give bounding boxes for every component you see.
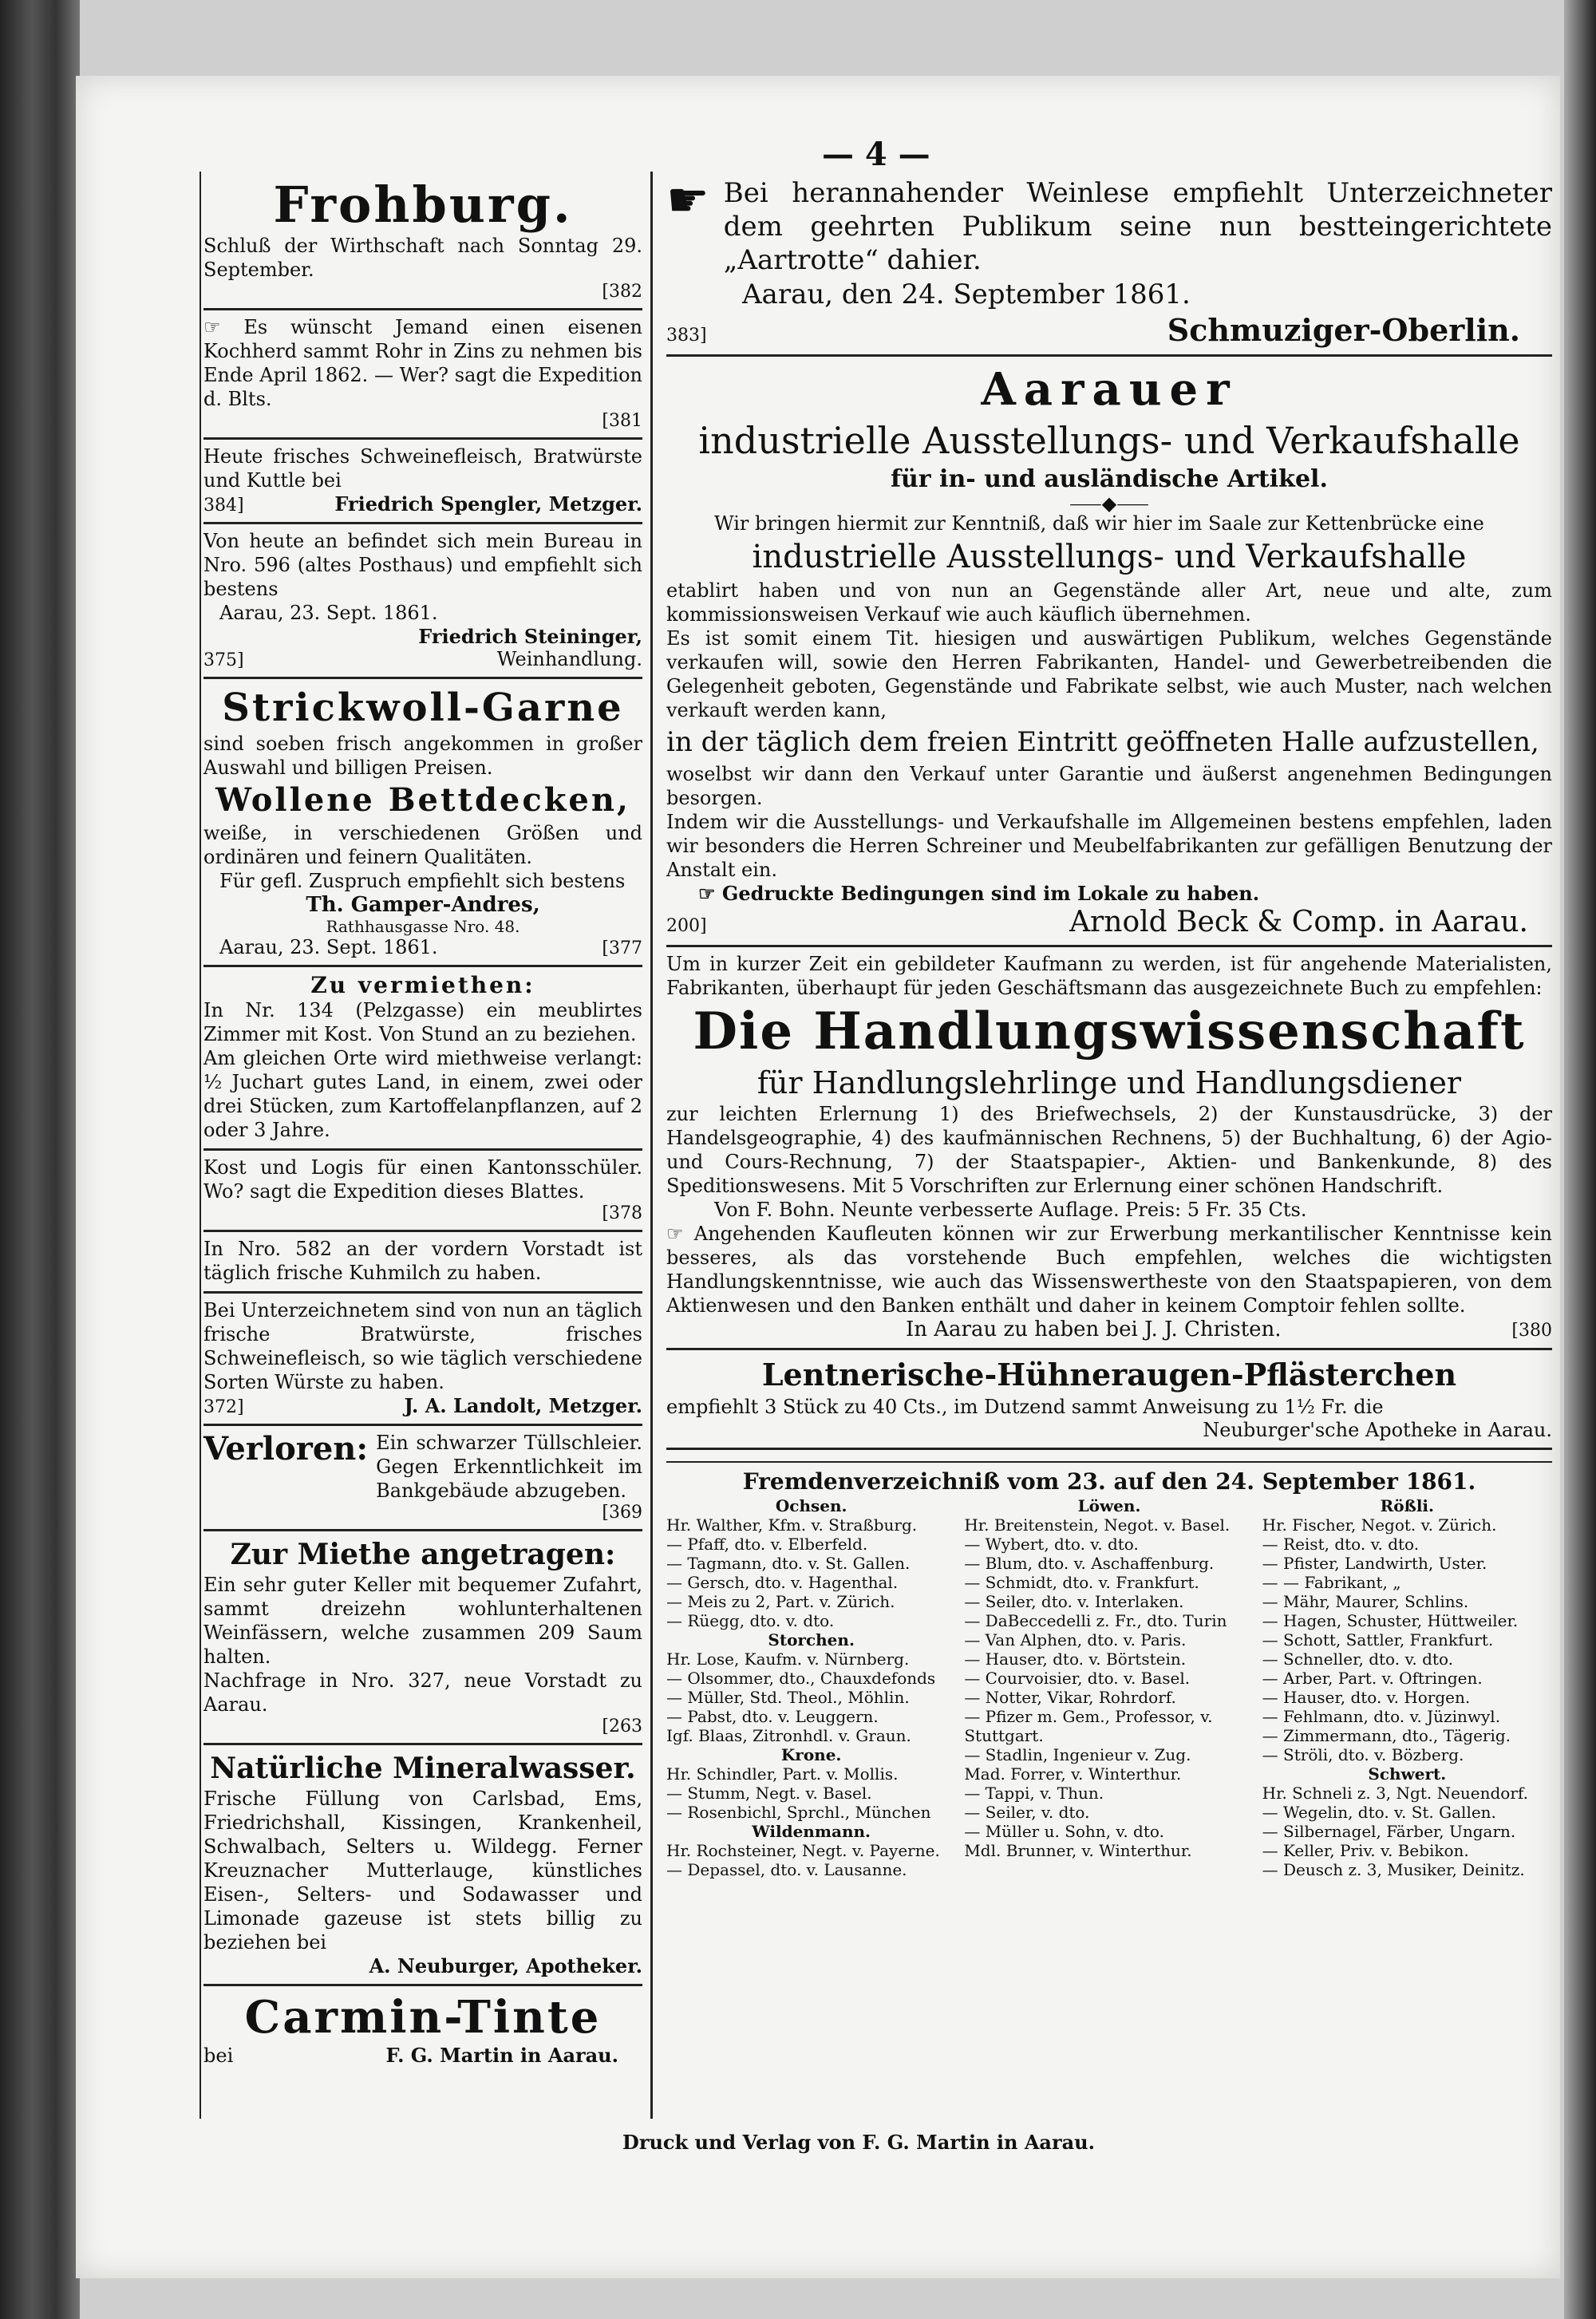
ad-signature: J. A. Landolt, Metzger.	[404, 1394, 642, 1417]
fremden-entry: — Notter, Vikar, Rohrdorf.	[964, 1688, 1176, 1707]
ad-kuhmilch	[203, 1232, 642, 1294]
fremden-hotel-heading: Storchen.	[768, 1630, 855, 1649]
fremden-entry: — Ströli, dto. v. Bözberg.	[1262, 1745, 1464, 1764]
page-edge	[1564, 0, 1596, 2319]
fremden-entry: — Schneller, dto. v. dto.	[1262, 1649, 1453, 1669]
ad-number: 375]	[203, 650, 244, 670]
fremden-entry: — Zimmermann, dto., Tägerig.	[1262, 1726, 1511, 1745]
ad-text: In Nro. 582 an der vordern Vorstadt ist täglich frische Kuhmilch zu haben.	[203, 1238, 642, 1284]
book-spine	[0, 0, 80, 2319]
fremden-column	[1262, 1496, 1552, 1879]
ad-title: Zu vermiethen:	[310, 972, 535, 998]
fremden-entry: — Tagmann, dto. v. St. Gallen.	[666, 1554, 911, 1573]
ad-number: 200]	[666, 916, 707, 936]
fremden-entry: — Hagen, Schuster, Hüttweiler.	[1262, 1611, 1519, 1630]
ad-subtitle: Wollene Bettdecken,	[215, 781, 630, 819]
fremden-entry: — Olsommer, dto., Chauxdefonds	[666, 1669, 936, 1688]
ad-number: [377	[602, 938, 642, 958]
ad-lentner	[666, 1350, 1552, 1450]
ad-text: Für gefl. Zuspruch empfiehlt sich bestens	[219, 870, 626, 892]
fremden-entry: — Meis zu 2, Part. v. Zürich.	[666, 1592, 895, 1611]
fremden-entry: — Mähr, Maurer, Schlins.	[1262, 1592, 1469, 1611]
ad-text: Ein sehr guter Keller mit bequemer Zufahrt, sammt dreizehn wohlunterhaltenen Weinfässern, welche zusammen 209 Saum halten.	[203, 1574, 642, 1668]
ad-text: ☞ Gedruckte Bedingungen sind im Lokale zu haben.	[698, 882, 1260, 905]
ad-subheading: in der täglich dem freien Eintritt geöffneten Halle aufzustellen,	[666, 726, 1539, 758]
fremden-hotel-heading: Wildenmann.	[752, 1822, 871, 1841]
fremdenverzeichnis	[666, 1450, 1552, 1879]
ad-number: 384]	[203, 496, 244, 516]
fremden-entry: — Gersch, dto. v. Hagenthal.	[666, 1573, 899, 1592]
ad-address: Rathhausgasse Nro. 48.	[326, 917, 520, 936]
fremden-entry: Hr. Rochsteiner, Negt. v. Payerne.	[666, 1841, 940, 1860]
ad-verkaufshalle	[666, 357, 1552, 947]
fremden-column	[666, 1496, 956, 1879]
ad-text: Heute frisches Schweinefleisch, Bratwürste und Kuttle bei	[203, 445, 642, 492]
ad-spengler	[203, 440, 642, 524]
fremden-entry: — Müller u. Sohn, v. dto.	[964, 1822, 1164, 1841]
ad-title: Zur Miethe angetragen:	[230, 1538, 616, 1571]
ad-number: 383]	[666, 326, 707, 346]
fremden-entry: — Fehlmann, dto. v. Jüzinwyl.	[1262, 1707, 1501, 1726]
fremden-entry: Hr. Schindler, Part. v. Mollis.	[666, 1764, 899, 1784]
ad-number: 372]	[203, 1397, 244, 1417]
fremden-entry: — Pfister, Landwirth, Uster.	[1262, 1554, 1487, 1573]
fremden-entry: — Pfizer m. Gem., Professor, v. Stuttgart.	[964, 1707, 1213, 1745]
right-column	[666, 172, 1552, 1879]
ad-text: Nachfrage in Nro. 327, neue Vorstadt zu Aarau.	[203, 1669, 642, 1716]
fremden-title: Fremdenverzeichniß vom 23. auf den 24. September 1861.	[742, 1468, 1476, 1495]
fremden-entry: Hr. Fischer, Negot. v. Zürich.	[1262, 1515, 1497, 1535]
ad-weinlese	[666, 172, 1552, 357]
ad-number: [382	[602, 282, 642, 302]
fremden-entry: Hr. Lose, Kaufm. v. Nürnberg.	[666, 1649, 910, 1669]
ad-text: sind soeben frisch angekommen in großer Auswahl und billigen Preisen.	[203, 733, 642, 779]
fremden-entry: — Seiler, dto. v. Interlaken.	[964, 1592, 1184, 1611]
ad-text: Es ist somit einem Tit. hiesigen und auswärtigen Publikum, welches Gegenstände verkaufen will, sowie den Herren Fabrikanten, Handel- und Gewerbetreibenden die Gelegenheit geboten, Gegenstände und Fabrikate selbst, wie auch Muster, nach welchen verkauft werden kann,	[666, 627, 1552, 721]
fremden-entry: — Deusch z. 3, Musiker, Deinitz.	[1262, 1860, 1525, 1879]
fremden-entry: — Hauser, dto. v. Horgen.	[1262, 1688, 1471, 1707]
fremden-entry: — Stumm, Negt. v. Basel.	[666, 1784, 872, 1803]
left-column	[203, 172, 642, 2073]
imprint-footer: Druck und Verlag von F. G. Martin in Aarau.	[622, 2131, 1095, 2154]
ad-vermiethen	[203, 967, 642, 1151]
ad-title: Aarauer	[981, 363, 1238, 416]
fremden-hotel-heading: Ochsen.	[775, 1496, 847, 1515]
fremden-entry: — Seiler, v. dto.	[964, 1803, 1090, 1822]
fremden-entry: — Reist, dto. v. dto.	[1262, 1535, 1420, 1554]
divider	[666, 1461, 1552, 1463]
fremden-entry: — Müller, Std. Theol., Möhlin.	[666, 1688, 910, 1707]
ad-text: Wir bringen hiermit zur Kenntniß, daß wir hier im Saale zur Kettenbrücke eine	[714, 512, 1484, 535]
fremden-hotel-heading: Rößli.	[1380, 1496, 1434, 1515]
fremden-entry: — Stadlin, Ingenieur v. Zug.	[964, 1745, 1191, 1764]
ad-text: Bei Unterzeichnetem sind von nun an täglich frische Bratwürste, frisches Schweinefleisch, so wie täglich verschiedene Sorten Würste zu haben.	[203, 1299, 642, 1393]
fremden-entry: — DaBeccedelli z. Fr., dto. Turin	[964, 1611, 1227, 1630]
fremden-entry: — Pfaff, dto. v. Elberfeld.	[666, 1535, 868, 1554]
ad-place: Aarau, 23. Sept. 1861.	[219, 936, 438, 958]
column-border-left	[200, 172, 201, 2119]
ad-place: Aarau, 23. Sept. 1861.	[219, 602, 438, 624]
ad-signature: Arnold Beck & Comp. in Aarau.	[1069, 906, 1528, 938]
fremden-entry: — Hauser, dto. v. Börtstein.	[964, 1649, 1187, 1669]
ad-steininger	[203, 524, 642, 679]
page-number: — 4 —	[822, 136, 930, 173]
ad-signature: A. Neuburger, Apotheker.	[369, 1954, 642, 1977]
fremden-hotel-heading: Löwen.	[1077, 1496, 1141, 1515]
ad-title: Natürliche Mineralwasser.	[210, 1752, 636, 1785]
ad-number: [369	[602, 1503, 642, 1523]
fremden-hotel-heading: Krone.	[780, 1745, 842, 1764]
fremden-entry: — Silbernagel, Färber, Ungarn.	[1262, 1822, 1516, 1841]
fremden-entry: — Keller, Priv. v. Bebikon.	[1262, 1841, 1469, 1860]
fremden-entry: — — Fabrikant, „	[1262, 1573, 1401, 1592]
fremden-column	[964, 1496, 1254, 1879]
fremden-entry: — Tappi, v. Thun.	[964, 1784, 1104, 1803]
fremden-entry: Hr. Schneli z. 3, Ngt. Neuendorf.	[1262, 1784, 1528, 1803]
fremden-entry: — Pabst, dto. v. Leuggern.	[666, 1707, 879, 1726]
fremden-entry: Igf. Blaas, Zitronhdl. v. Graun.	[666, 1726, 911, 1745]
ad-verloren	[203, 1426, 642, 1531]
fremden-entry: — Wybert, dto. v. dto.	[964, 1535, 1139, 1554]
fremden-entry: — Arber, Part. v. Oftringen.	[1262, 1669, 1483, 1688]
fremden-entry: — Depassel, dto. v. Lausanne.	[666, 1860, 907, 1879]
ad-carmin	[203, 1986, 642, 2073]
column-divider	[650, 172, 653, 2119]
ad-text: woselbst wir dann den Verkauf unter Garantie und äußerst angenehmen Bedingungen besorgen.	[666, 763, 1552, 809]
ad-text: Kost und Logis für einen Kantonsschüler. Wo? sagt die Expedition dieses Blattes.	[203, 1156, 642, 1203]
fremden-entry: Hr. Breitenstein, Negot. v. Basel.	[964, 1515, 1231, 1535]
fremden-entry: — Blum, dto. v. Aschaffenburg.	[964, 1554, 1215, 1573]
ad-number: [381	[602, 411, 642, 431]
fremden-entry: — Schmidt, dto. v. Frankfurt.	[964, 1573, 1199, 1592]
fremden-columns	[666, 1496, 1552, 1879]
ad-title: Strickwoll-Garne	[222, 685, 624, 730]
ornament-divider: ⸺◆⸺	[1069, 492, 1149, 515]
ad-frohburg	[203, 172, 642, 310]
ad-text: Ein schwarzer Tüllschleier. Gegen Erkenntlichkeit im Bankgebäude abzugeben.	[376, 1432, 642, 1502]
ad-number: [263	[602, 1717, 642, 1736]
ad-title: Carmin-Tinte	[244, 1991, 602, 2044]
ad-title: Verloren:	[203, 1430, 369, 1468]
ad-text: ☞ Es wünscht Jemand einen eisenen Kochherd sammt Rohr in Zins zu nehmen bis Ende April 1862. — Wer? sagt die Expedition d. Blts.	[203, 316, 642, 410]
ad-signature: Neuburger'sche Apotheke in Aarau.	[1203, 1419, 1552, 1441]
ad-number: [380	[1511, 1321, 1552, 1341]
ad-text: Schluß der Wirthschaft nach Sonntag 29. September.	[203, 235, 642, 281]
ad-miethe	[203, 1531, 642, 1745]
ad-text: etablirt haben und von nun an Gegenstände aller Art, neue und alte, zum kommissionsweisen Verkauf wie auch käuflich übernehmen.	[666, 579, 1552, 626]
ad-signature: F. G. Martin in Aarau.	[385, 2044, 618, 2067]
fremden-entry: — Rüegg, dto. v. dto.	[666, 1611, 835, 1630]
ad-text: Um in kurzer Zeit ein gebildeter Kaufmann zu werden, ist für angehende Materialisten, Fabrikanten, überhaupt für jeden Geschäftsmann das ausgezeichnete Buch zu empfehlen:	[666, 953, 1552, 999]
ad-subtitle: für Handlungslehrlinge und Handlungsdiener	[757, 1065, 1462, 1100]
ad-text: In Aarau zu haben bei J. J. Christen.	[906, 1318, 1282, 1341]
ad-text: empfiehlt 3 Stück zu 40 Cts., im Dutzend sammt Anweisung zu 1½ Fr. die	[666, 1396, 1384, 1418]
fremden-entry: — Rosenbichl, Sprchl., München	[666, 1803, 931, 1822]
ad-signature: Schmuziger-Oberlin.	[1167, 312, 1520, 348]
ad-text: Indem wir die Ausstellungs- und Verkaufshalle im Allgemeinen bestens empfehlen, laden wir besonders die Herren Schreiner und Meubelfabrikanten zur gefälligen Benutzung der Anstalt ein.	[666, 811, 1552, 881]
ad-subheading: industrielle Ausstellungs- und Verkaufshalle	[752, 539, 1467, 575]
fremden-hotel-heading: Schwert.	[1368, 1764, 1447, 1784]
ad-signature: Friedrich Steininger,	[418, 625, 642, 648]
fremden-entry: Mdl. Brunner, v. Winterthur.	[964, 1841, 1192, 1860]
ad-title: Lentnerische-Hühneraugen-Pflästerchen	[761, 1357, 1457, 1393]
ad-strickwolle	[203, 679, 642, 967]
ad-text: In Nr. 134 (Pelzgasse) ein meublirtes Zimmer mit Kost. Von Stund an zu beziehen.	[203, 999, 642, 1045]
ad-text: Von F. Bohn. Neunte verbesserte Auflage. Preis: 5 Fr. 35 Cts.	[714, 1199, 1307, 1221]
fremden-entry: — Wegelin, dto. v. St. Gallen.	[1262, 1803, 1496, 1822]
ad-landolt	[203, 1294, 642, 1426]
ad-title: Die Handlungswissenschaft	[693, 1001, 1526, 1061]
ad-mineralwasser	[203, 1745, 642, 1986]
ad-signature: Th. Gamper-Andres,	[306, 893, 540, 917]
fremden-entry: — Schott, Sattler, Frankfurt.	[1262, 1630, 1494, 1649]
ad-number: [378	[602, 1203, 642, 1223]
ad-text: ☞ Angehenden Kaufleuten können wir zur Erwerbung merkantilischer Kenntnisse kein besseres, als das vorstehende Buch empfehlen, welches die wichtigsten Handlungskenntnisse, wie auch das Wissenswertheste von den Staatspapieren, von dem Aktienwesen und den Banken enthält und daher in keinem Comptoir fehlen sollte.	[666, 1223, 1552, 1317]
ad-title-line: für in- und ausländische Artikel.	[891, 465, 1328, 493]
fremden-entry: Hr. Walther, Kfm. v. Straßburg.	[666, 1515, 918, 1535]
ad-text: Am gleichen Orte wird miethweise verlangt: ½ Juchart gutes Land, in einem, zwei oder drei Stücken, zum Kartoffelanpflanzen, auf 2 oder 3 Jahre.	[203, 1047, 642, 1141]
ad-text: Frische Füllung von Carlsbad, Ems, Friedrichshall, Kissingen, Krankenheil, Schwalbach, Selters u. Wildegg. Ferner Kreuznacher Mutterlauge, künstliches Eisen-, Selters- und Sodawasser und Limonade gazeuse ist stets billig zu beziehen bei	[203, 1788, 642, 1954]
pointing-hand-icon: ☛	[666, 172, 709, 228]
ad-text: zur leichten Erlernung 1) des Briefwechsels, 2) der Kunstausdrücke, 3) der Handelsgeographie, 4) des kaufmännischen Rechnens, 5) der Buchhaltung, 6) der Agio- und Cours-Rechnung, 7) der Staatspapier-, Aktien- und Bankenkunde, 8) des Speditionswesens. Mit 5 Vorschriften zur Erlernung einer schönen Handschrift.	[666, 1103, 1552, 1197]
fremden-entry: — Van Alphen, dto. v. Paris.	[964, 1630, 1187, 1649]
ad-text: bei	[203, 2044, 234, 2067]
ad-handlungswissenschaft	[666, 947, 1552, 1350]
ad-kost	[203, 1151, 642, 1232]
ad-signature-line: Weinhandlung.	[496, 648, 642, 670]
fremden-entry: Mad. Forrer, v. Winterthur.	[964, 1764, 1182, 1784]
ad-title: Frohburg.	[273, 176, 573, 234]
ad-text: Von heute an befindet sich mein Bureau in Nro. 596 (altes Posthaus) und empfiehlt sich bestens	[203, 530, 642, 600]
ad-title-line: industrielle Ausstellungs- und Verkaufshalle	[698, 419, 1520, 462]
fremden-entry: — Courvoisier, dto. v. Basel.	[964, 1669, 1191, 1688]
ad-signature: Friedrich Spengler, Metzger.	[334, 492, 642, 516]
ad-kochherd	[203, 310, 642, 440]
ad-text: weiße, in verschiedenen Größen und ordinären und feinern Qualitäten.	[203, 822, 642, 868]
ad-place: Aarau, den 24. September 1861.	[742, 279, 1191, 310]
ad-text: Bei herannahender Weinlese empfiehlt Unterzeichneter dem geehrten Publikum seine nun bestteingerichtete „Aartrotte“ dahier.	[723, 177, 1552, 276]
